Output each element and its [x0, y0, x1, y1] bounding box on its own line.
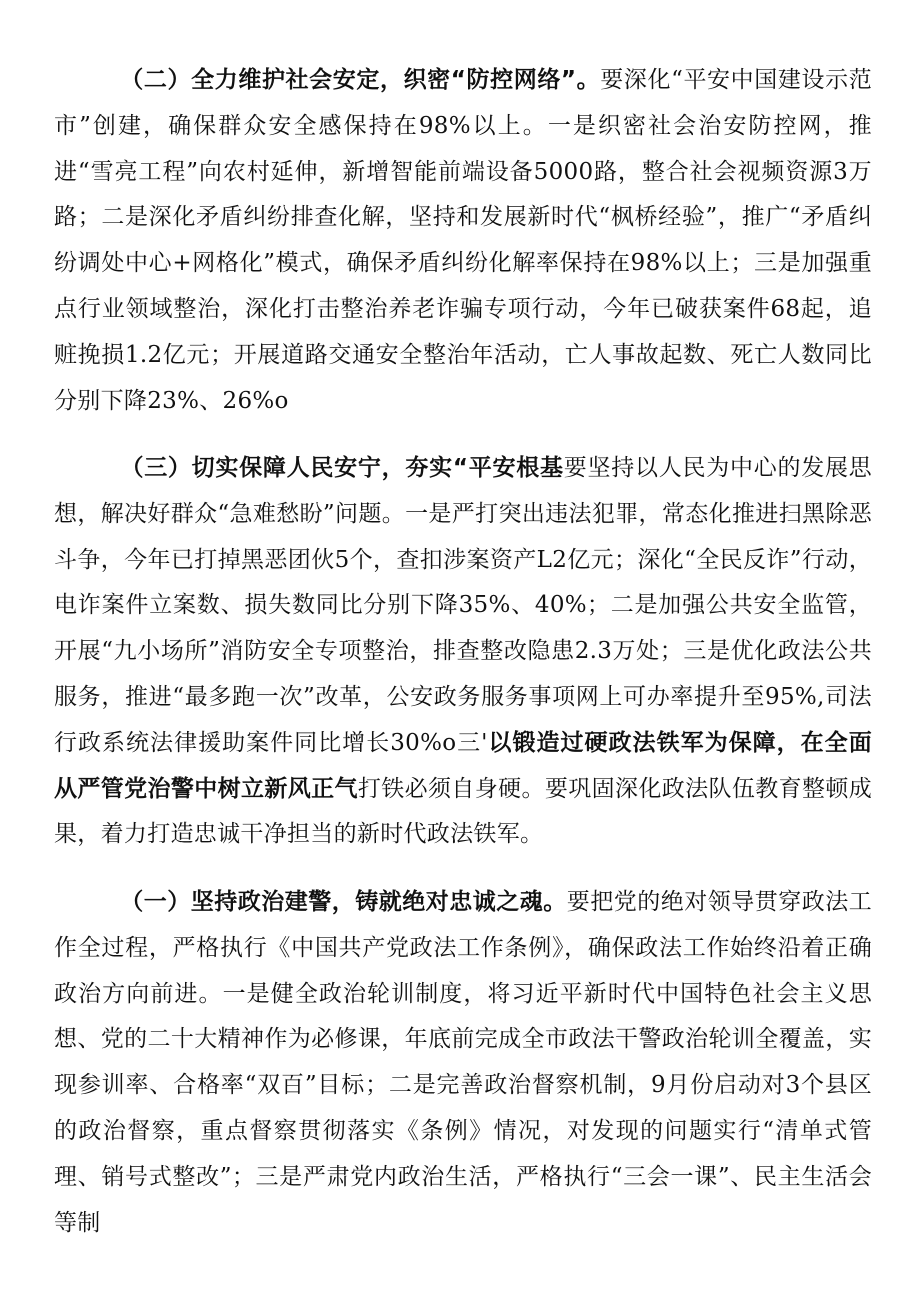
- section-heading-3: （三）切实保障人民安宁，夯实“平安根基: [120, 455, 564, 481]
- chapter-heading-three: 以锻造过硬政法铁军为保障，在全面从严管党治警中树立新风正气: [54, 729, 872, 802]
- section-heading-2: （二）全力维护社会安定，织密“防控网络”。: [120, 67, 601, 93]
- paragraph-body: 要把党的绝对领导贯穿政法工作全过程，严格执行《中国共产党政法工作条例》，确保政法工作始终沿着正确政治方向前进。一是健全政治轮训制度，将习近平新时代中国特色社会主义思想、党的二十大精神作为必修课，年底前完成全市政法干警政治轮训全覆盖，实现参训率、合格率“双百”目标；二是完善政治督察机制，9月份启动对3个县区的政治督察，重点督察贯彻落实《条例》情况，对发现的问题实行“清单式管理、销号式整改”；三是严肃党内政治生活，严格执行“三会一课”、民主生活会等制: [54, 889, 872, 1236]
- paragraph-tail: 打铁必须自身硬。要巩固深化政法队伍教育整顿成果，着力打造忠诚干净担当的新时代政法铁军。: [54, 775, 872, 848]
- paragraph-people-security: [54, 446, 872, 858]
- paragraph-safety-network: [54, 58, 872, 424]
- paragraph-body: 要深化“平安中国建设示范市”创建，确保群众安全感保持在98%以上。一是织密社会治安防控网，推进“雪亮工程”向农村延伸，新增智能前端设备5000路，整合社会视频资源3万路；二是深化矛盾纠纷排查化解，坚持和发展新时代“枫桥经验”，推广“矛盾纠纷调处中心+网格化”模式，确保矛盾纠纷化解率保持在98%以上；三是加强重点行业领域整治，深化打击整治养老诈骗专项行动，今年已破获案件68起，追赃挽损1.2亿元；开展道路交通安全整治年活动，亡人事故起数、死亡人数同比分别下降23%、26%o: [54, 67, 872, 414]
- paragraph-political-police: [54, 880, 872, 1246]
- paragraph-body: 要坚持以人民为中心的发展思想，解决好群众“急难愁盼”问题。一是严打突出违法犯罪，常态化推进扫黑除恶斗争，今年已打掉黑恶团伙5个，查扣涉案资产L2亿元；深化“全民反诈”行动，电诈案件立案数、损失数同比分别下降35%、40%；二是加强公共安全监管，开展“九小场所”消防安全专项整治，排查整改隐患2.3万处；三是优化政法公共服务，推进“最多跑一次”改革，公安政务服务事项网上可办率提升至95%,司法行政系统法律援助案件同比增长30%o三': [54, 455, 872, 756]
- section-heading-1: （一）坚持政治建警，铸就绝对忠诚之魂。: [120, 889, 567, 915]
